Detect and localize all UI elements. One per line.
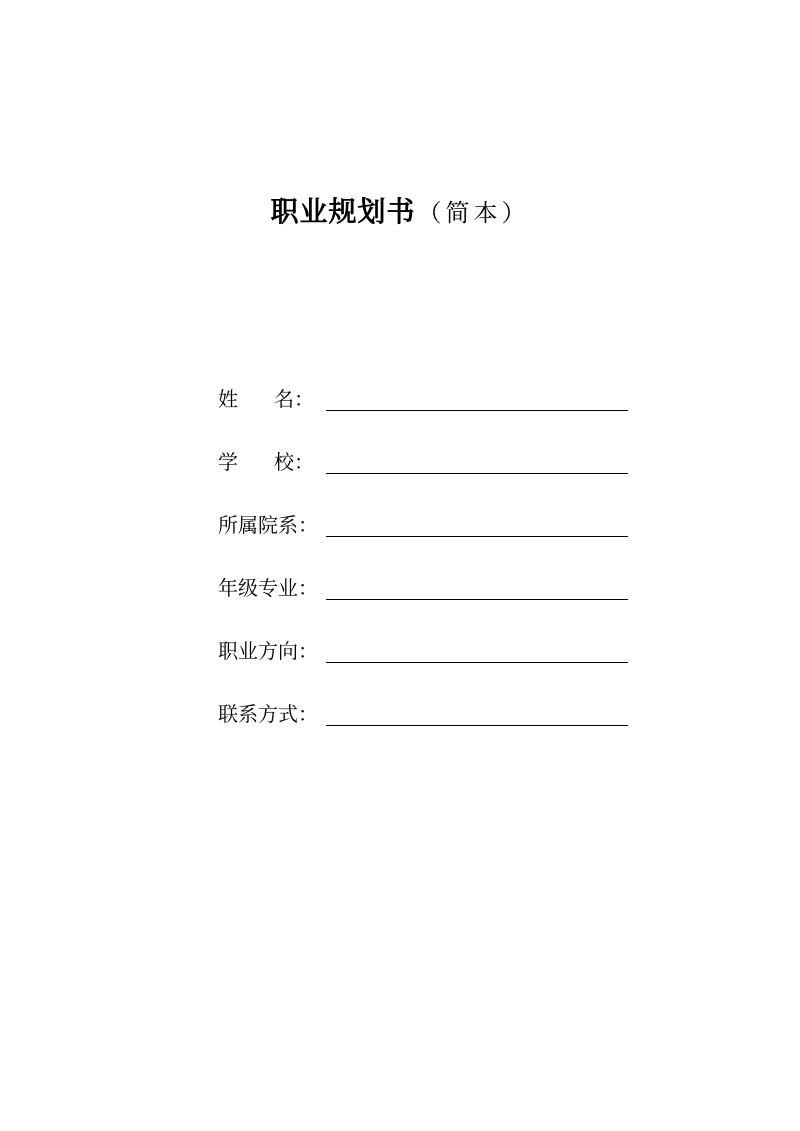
field-input-line-name[interactable] (326, 410, 628, 411)
field-row-name (218, 385, 638, 448)
field-label-department: 所属院系： (218, 513, 318, 537)
title-subtitle: （简本） (417, 199, 530, 227)
field-label-school-part2: 校： (274, 450, 314, 474)
field-label-career-direction: 职业方向： (218, 639, 318, 663)
field-label-school-part1: 学 (218, 450, 238, 474)
field-input-line-contact[interactable] (326, 725, 628, 726)
field-label-name-part1: 姓 (218, 387, 238, 411)
field-row-department (218, 511, 638, 574)
field-input-line-department[interactable] (326, 536, 628, 537)
field-label-school (218, 448, 314, 476)
field-row-career-direction (218, 637, 638, 700)
field-label-name-part2: 名： (274, 387, 314, 411)
field-label-grade-major: 年级专业： (218, 576, 318, 600)
field-input-line-grade-major[interactable] (326, 599, 628, 600)
field-row-school (218, 448, 638, 511)
field-row-contact (218, 700, 638, 763)
field-row-grade-major (218, 574, 638, 637)
info-form (218, 385, 638, 763)
title-main: 职业规划书 (270, 195, 416, 228)
document-title (0, 192, 800, 237)
field-input-line-school[interactable] (326, 473, 628, 474)
field-input-line-career-direction[interactable] (326, 662, 628, 663)
field-label-name (218, 385, 314, 413)
field-label-contact: 联系方式： (218, 702, 318, 726)
